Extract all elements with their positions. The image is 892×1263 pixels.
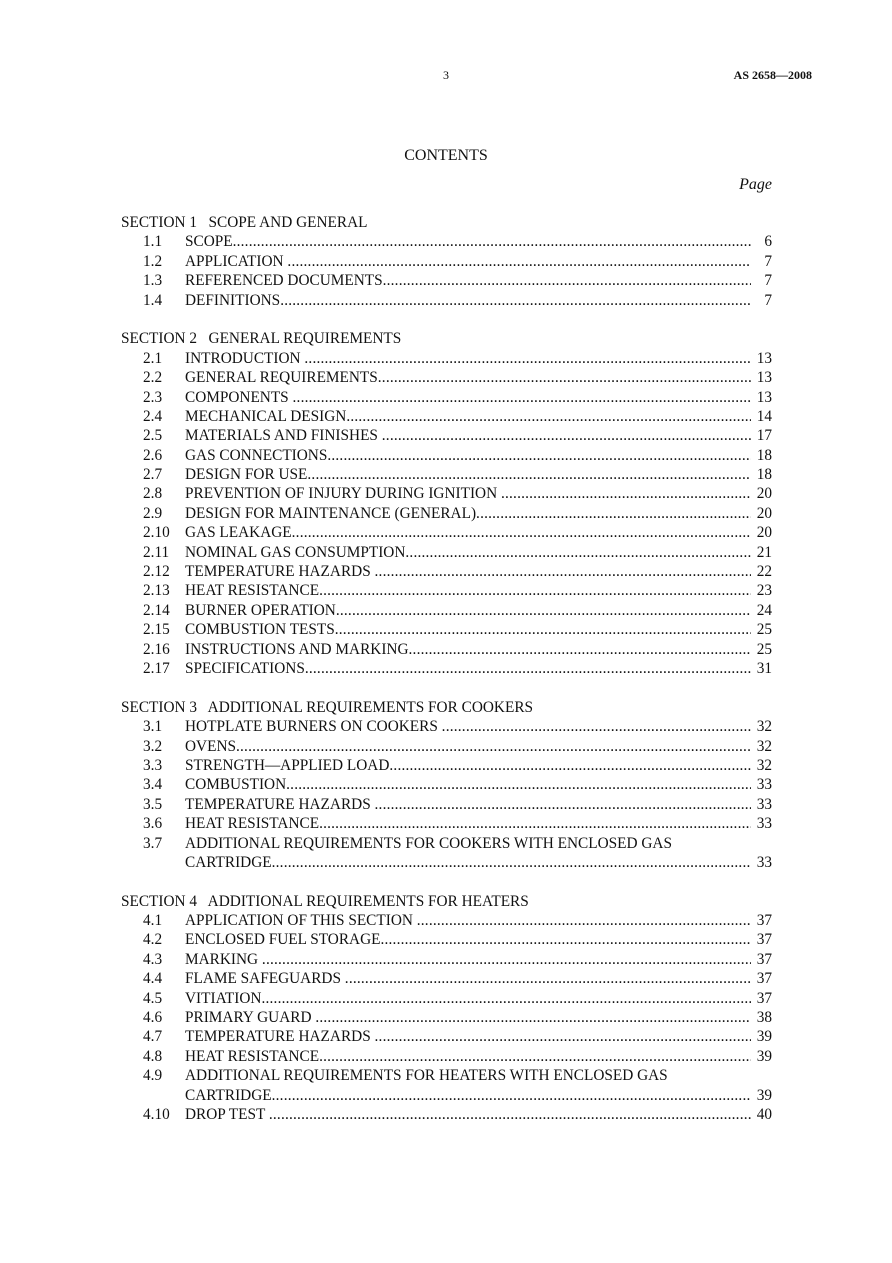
entry-title: DEFINITIONS	[185, 291, 281, 309]
entry-title: SPECIFICATIONS	[185, 659, 305, 677]
entry-number: 1.4	[143, 291, 163, 309]
toc-entry[interactable]	[121, 601, 772, 620]
dot-leader	[417, 911, 751, 930]
entry-page: 20	[756, 504, 772, 522]
entry-title: DESIGN FOR MAINTENANCE (GENERAL)	[185, 504, 477, 522]
toc-entry[interactable]	[121, 1027, 772, 1046]
entry-number: 2.3	[143, 388, 163, 406]
entry-number: 3.7	[143, 834, 163, 852]
entry-page: 7	[764, 272, 772, 290]
entry-title: TEMPERATURE HAZARDS	[185, 1028, 375, 1046]
toc-entry[interactable]	[121, 659, 772, 678]
toc-entry[interactable]	[121, 737, 772, 756]
toc-entry[interactable]	[121, 543, 772, 562]
toc-entry[interactable]	[121, 1008, 772, 1027]
entry-title: PREVENTION OF INJURY DURING IGNITION	[185, 485, 501, 503]
entry-number: 2.9	[143, 504, 163, 522]
entry-number: 2.6	[143, 446, 163, 464]
entry-title: COMBUSTION TESTS	[185, 621, 335, 639]
entry-page: 39	[756, 1086, 772, 1104]
entry-title: ADDITIONAL REQUIREMENTS FOR COOKERS WITH ENCLOSED GAS	[185, 834, 672, 852]
entry-page: 13	[756, 369, 772, 387]
toc-section	[121, 892, 772, 1125]
dot-leader	[409, 640, 751, 659]
toc-entry-continuation[interactable]	[121, 1086, 772, 1105]
entry-number: 2.11	[143, 543, 170, 561]
entry-number: 4.4	[143, 970, 163, 988]
toc-entry[interactable]	[121, 349, 772, 368]
entry-number: 3.5	[143, 795, 163, 813]
dot-leader	[389, 756, 751, 775]
entry-number: 4.7	[143, 1028, 163, 1046]
toc-entry[interactable]	[121, 969, 772, 988]
toc-entry[interactable]	[121, 814, 772, 833]
entry-title: GAS LEAKAGE	[185, 524, 292, 542]
entry-page: 33	[756, 853, 772, 871]
entry-number: 4.5	[143, 989, 163, 1007]
section-title[interactable]: SECTION 4 ADDITIONAL REQUIREMENTS FOR HEATERS	[121, 892, 529, 910]
entry-number: 2.8	[143, 485, 163, 503]
toc-entry[interactable]	[121, 252, 772, 271]
toc-entry[interactable]	[121, 1047, 772, 1066]
entry-page: 20	[756, 524, 772, 542]
dot-leader	[272, 853, 751, 872]
page-number: 3	[443, 68, 449, 82]
entry-page: 18	[756, 466, 772, 484]
entry-page: 21	[756, 543, 772, 561]
toc-entry[interactable]	[121, 581, 772, 600]
entry-page: 18	[756, 446, 772, 464]
dot-leader	[327, 446, 751, 465]
entry-number: 3.1	[143, 718, 163, 736]
entry-title: FLAME SAFEGUARDS	[185, 970, 345, 988]
toc-section	[121, 329, 772, 678]
entry-title: SCOPE	[185, 233, 233, 251]
entry-title: GAS CONNECTIONS	[185, 446, 328, 464]
entry-page: 40	[756, 1105, 772, 1123]
dot-leader	[375, 795, 751, 814]
toc-section	[121, 698, 772, 873]
dot-leader	[304, 349, 751, 368]
document-id: AS 2658—2008	[733, 68, 812, 82]
entry-title: HEAT RESISTANCE	[185, 1047, 320, 1065]
dot-leader	[442, 717, 751, 736]
entry-title: APPLICATION	[185, 252, 288, 270]
entry-title: INTRODUCTION	[185, 349, 305, 367]
toc-entry[interactable]	[121, 465, 772, 484]
entry-number: 3.6	[143, 815, 163, 833]
dot-leader	[501, 484, 751, 503]
entry-page: 37	[756, 912, 772, 930]
toc-entry[interactable]	[121, 1066, 772, 1085]
entry-page: 14	[756, 407, 772, 425]
entry-number: 3.2	[143, 737, 163, 755]
dot-leader	[236, 737, 751, 756]
entry-title: TEMPERATURE HAZARDS	[185, 563, 375, 581]
entry-page: 37	[756, 950, 772, 968]
toc-entry[interactable]	[121, 950, 772, 969]
dot-leader	[315, 1008, 751, 1027]
toc-title: CONTENTS	[404, 147, 488, 164]
entry-title: HEAT RESISTANCE	[185, 815, 320, 833]
toc-entry[interactable]	[121, 388, 772, 407]
dot-leader	[280, 291, 751, 310]
dot-leader	[476, 504, 751, 523]
toc-entry[interactable]	[121, 640, 772, 659]
dot-leader	[375, 1027, 751, 1046]
entry-page: 25	[756, 640, 772, 658]
dot-leader	[262, 950, 751, 969]
toc-entry[interactable]	[121, 232, 772, 251]
entry-title: GENERAL REQUIREMENTS	[185, 369, 378, 387]
entry-number: 2.13	[143, 582, 170, 600]
entry-number: 1.1	[143, 233, 163, 251]
toc-entry[interactable]	[121, 911, 772, 930]
entry-number: 1.2	[143, 252, 163, 270]
dot-leader	[269, 1105, 751, 1124]
section-title[interactable]: SECTION 1 SCOPE AND GENERAL	[121, 214, 368, 231]
entry-page: 37	[756, 970, 772, 988]
entry-number: 2.17	[143, 659, 170, 677]
entry-number: 4.1	[143, 912, 163, 930]
dot-leader	[405, 543, 751, 562]
dot-leader	[335, 620, 751, 639]
entry-number: 2.5	[143, 427, 163, 445]
dot-leader	[380, 930, 751, 949]
toc-entry[interactable]	[121, 834, 772, 853]
entry-number: 4.9	[143, 1067, 163, 1085]
entry-page: 32	[756, 756, 772, 774]
toc-entry[interactable]	[121, 426, 772, 445]
entry-number: 2.10	[143, 524, 170, 542]
entry-title: COMPONENTS	[185, 388, 293, 406]
toc-entry[interactable]	[121, 446, 772, 465]
toc-entry[interactable]	[121, 291, 772, 310]
entry-number: 4.10	[143, 1105, 170, 1123]
dot-leader	[293, 388, 751, 407]
toc-entry[interactable]	[121, 775, 772, 794]
entry-number: 2.12	[143, 563, 170, 581]
entry-page: 6	[764, 233, 772, 251]
toc-entry[interactable]	[121, 271, 772, 290]
dot-leader	[319, 814, 751, 833]
entry-title: MARKING	[185, 950, 262, 968]
dot-leader	[261, 989, 751, 1008]
entry-page: 25	[756, 621, 772, 639]
toc-entry[interactable]	[121, 523, 772, 542]
entry-number: 3.4	[143, 776, 163, 794]
dot-leader	[346, 407, 751, 426]
toc-entry[interactable]	[121, 620, 772, 639]
entry-page: 24	[756, 601, 772, 619]
entry-number: 2.2	[143, 369, 163, 387]
entry-title: BURNER OPERATION	[185, 601, 336, 619]
entry-title: DROP TEST	[185, 1105, 269, 1123]
entry-title-continuation: CARTRIDGE	[185, 1086, 272, 1104]
section-title[interactable]: SECTION 3 ADDITIONAL REQUIREMENTS FOR COOKERS	[121, 698, 534, 716]
dot-leader	[375, 562, 751, 581]
entry-title: ADDITIONAL REQUIREMENTS FOR HEATERS WITH ENCLOSED GAS	[185, 1067, 668, 1085]
entry-page: 13	[756, 349, 772, 367]
entry-page: 22	[756, 563, 772, 581]
toc-entry[interactable]	[121, 504, 772, 523]
toc-entry-continuation[interactable]	[121, 853, 772, 872]
entry-title: HOTPLATE BURNERS ON COOKERS	[185, 718, 442, 736]
entry-number: 4.8	[143, 1047, 163, 1065]
toc-entry[interactable]	[121, 1105, 772, 1124]
entry-number: 4.2	[143, 931, 163, 949]
entry-page: 37	[756, 989, 772, 1007]
entry-title: REFERENCED DOCUMENTS	[185, 272, 383, 290]
entry-title-continuation: CARTRIDGE	[185, 853, 272, 871]
entry-title: DESIGN FOR USE	[185, 466, 308, 484]
toc-entry[interactable]	[121, 562, 772, 581]
dot-leader	[286, 775, 751, 794]
entry-title: OVENS	[185, 737, 236, 755]
entry-page: 32	[756, 737, 772, 755]
entry-page: 31	[756, 659, 772, 677]
table-of-contents	[121, 213, 772, 1144]
entry-number: 1.3	[143, 272, 163, 290]
dot-leader	[383, 271, 751, 290]
entry-title: VITIATION	[185, 989, 262, 1007]
entry-page: 32	[756, 718, 772, 736]
entry-number: 4.3	[143, 950, 163, 968]
entry-page: 33	[756, 776, 772, 794]
entry-title: ENCLOSED FUEL STORAGE	[185, 931, 381, 949]
toc-entry[interactable]	[121, 484, 772, 503]
dot-leader	[233, 232, 751, 251]
entry-page: 7	[764, 252, 772, 270]
entry-page: 23	[756, 582, 772, 600]
entry-page: 20	[756, 485, 772, 503]
entry-page: 37	[756, 931, 772, 949]
entry-title: TEMPERATURE HAZARDS	[185, 795, 375, 813]
dot-leader	[378, 368, 751, 387]
entry-title: COMBUSTION	[185, 776, 287, 794]
entry-number: 2.16	[143, 640, 170, 658]
entry-number: 3.3	[143, 756, 163, 774]
toc-entry[interactable]	[121, 368, 772, 387]
entry-title: STRENGTH—APPLIED LOAD	[185, 756, 390, 774]
entry-page: 17	[756, 427, 772, 445]
dot-leader	[287, 252, 751, 271]
dot-leader	[382, 426, 751, 445]
entry-page: 7	[764, 291, 772, 309]
entry-number: 4.6	[143, 1009, 163, 1026]
dot-leader	[319, 1047, 751, 1066]
dot-leader	[272, 1086, 751, 1105]
entry-number: 2.4	[143, 407, 163, 425]
entry-number: 2.7	[143, 466, 163, 484]
entry-page: 38	[756, 1009, 772, 1026]
dot-leader	[307, 465, 751, 484]
entry-number: 2.15	[143, 621, 170, 639]
entry-title: HEAT RESISTANCE	[185, 582, 320, 600]
toc-entry[interactable]	[121, 756, 772, 775]
entry-title: NOMINAL GAS CONSUMPTION	[185, 543, 406, 561]
entry-page: 39	[756, 1047, 772, 1065]
dot-leader	[319, 581, 751, 600]
entry-page: 13	[756, 388, 772, 406]
entry-title: APPLICATION OF THIS SECTION	[185, 912, 417, 930]
toc-entry[interactable]	[121, 795, 772, 814]
page-column-label: Page	[739, 176, 772, 193]
entry-title: MECHANICAL DESIGN	[185, 407, 347, 425]
entry-number: 2.1	[143, 349, 163, 367]
entry-page: 33	[756, 795, 772, 813]
toc-entry[interactable]	[121, 989, 772, 1008]
entry-page: 33	[756, 815, 772, 833]
toc-entry[interactable]	[121, 930, 772, 949]
section-title[interactable]: SECTION 2 GENERAL REQUIREMENTS	[121, 330, 402, 348]
dot-leader	[336, 601, 751, 620]
entry-number: 2.14	[143, 601, 170, 619]
toc-entry[interactable]	[121, 407, 772, 426]
toc-section	[121, 213, 772, 310]
entry-title: INSTRUCTIONS AND MARKING	[185, 640, 409, 658]
entry-page: 39	[756, 1028, 772, 1046]
dot-leader	[292, 523, 751, 542]
dot-leader	[305, 659, 751, 678]
entry-title: MATERIALS AND FINISHES	[185, 427, 382, 445]
dot-leader	[345, 969, 751, 988]
entry-title: PRIMARY GUARD	[185, 1009, 316, 1026]
toc-entry[interactable]	[121, 717, 772, 736]
